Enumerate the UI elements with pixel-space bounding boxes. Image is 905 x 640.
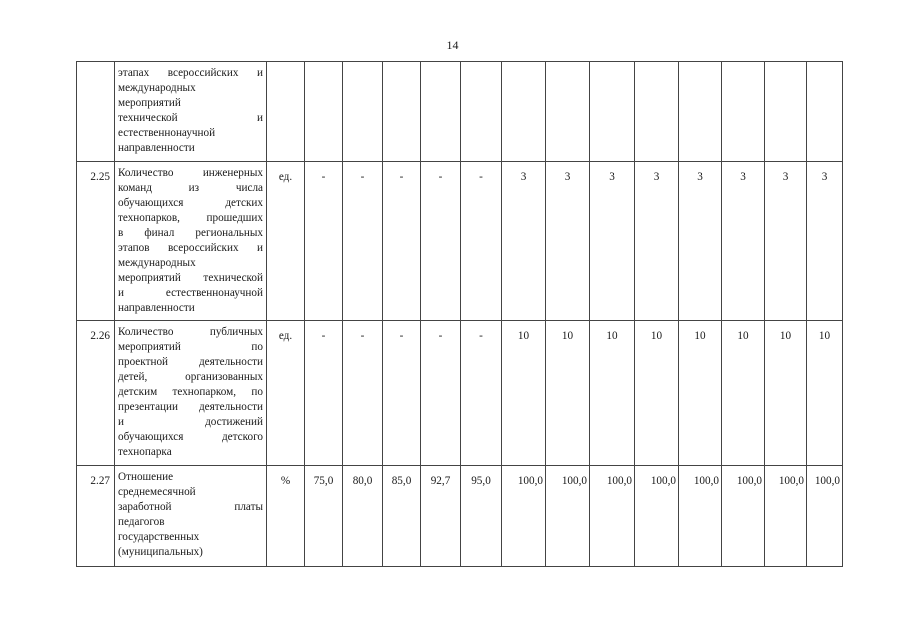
indicator-name	[115, 62, 267, 162]
value-cell: -	[383, 162, 421, 321]
indicator-name-line: и достижений	[118, 416, 263, 428]
indicator-name-line: и естественнонаучной	[118, 287, 263, 299]
row-number	[77, 62, 115, 162]
value-cell: 10	[807, 321, 843, 466]
value-cell: 100,0	[679, 466, 722, 567]
indicator-name	[115, 321, 267, 466]
value-cell: 100,0	[502, 466, 546, 567]
indicator-name-line: команд из числа	[118, 182, 263, 194]
indicator-name-line: международных	[118, 82, 196, 94]
value-cell: 10	[502, 321, 546, 466]
value-cell: -	[383, 321, 421, 466]
indicator-name-line: этапов всероссийских и	[118, 242, 263, 254]
value-cell: -	[421, 162, 461, 321]
value-cell: 3	[807, 162, 843, 321]
value-cell: 3	[502, 162, 546, 321]
unit-cell: ед.	[267, 321, 305, 466]
indicator-name-line: презентации деятельности	[118, 401, 263, 413]
value-cell: 3	[590, 162, 635, 321]
unit-cell	[267, 62, 305, 162]
indicator-name-line: мероприятий технической	[118, 272, 263, 284]
value-cell	[807, 62, 843, 162]
indicator-name-line: заработной платы	[118, 501, 263, 513]
indicator-name-line: направленности	[118, 302, 195, 314]
indicator-name-line: педагогов	[118, 516, 165, 528]
value-cell: 3	[546, 162, 590, 321]
indicator-name-line: этапах всероссийских и	[118, 67, 263, 79]
value-cell: 10	[722, 321, 765, 466]
value-cell	[590, 62, 635, 162]
value-cell: 92,7	[421, 466, 461, 567]
value-cell: 100,0	[807, 466, 843, 567]
row-number: 2.25	[77, 162, 115, 321]
value-cell	[679, 62, 722, 162]
value-cell: 3	[722, 162, 765, 321]
value-cell: 100,0	[765, 466, 807, 567]
indicator-name-line: естественнонаучной	[118, 127, 216, 139]
value-cell: 85,0	[383, 466, 421, 567]
value-cell: 75,0	[305, 466, 343, 567]
value-cell: 3	[765, 162, 807, 321]
indicator-name-line: среднемесячной	[118, 486, 196, 498]
value-cell: -	[461, 162, 502, 321]
unit-cell: %	[267, 466, 305, 567]
value-cell: 100,0	[722, 466, 765, 567]
value-cell: -	[421, 321, 461, 466]
table-row	[77, 321, 843, 466]
value-cell: -	[461, 321, 502, 466]
indicator-name-line: (муниципальных)	[118, 546, 203, 558]
value-cell: 10	[546, 321, 590, 466]
table-row	[77, 62, 843, 162]
value-cell: -	[305, 162, 343, 321]
indicator-name-line: проектной деятельности	[118, 356, 263, 368]
indicator-name-line: Количество публичных	[118, 326, 263, 338]
value-cell	[502, 62, 546, 162]
value-cell	[765, 62, 807, 162]
indicator-name-line: в финал региональных	[118, 227, 263, 239]
indicator-name-line: детским технопарком, по	[118, 386, 263, 398]
value-cell: 100,0	[546, 466, 590, 567]
value-cell	[421, 62, 461, 162]
indicator-name-line: мероприятий	[118, 97, 181, 109]
indicators-table	[76, 61, 843, 567]
value-cell: 100,0	[635, 466, 679, 567]
value-cell: 10	[765, 321, 807, 466]
value-cell: 10	[590, 321, 635, 466]
value-cell	[722, 62, 765, 162]
value-cell	[383, 62, 421, 162]
page-number: 14	[446, 38, 459, 52]
indicator-name	[115, 466, 267, 567]
value-cell	[635, 62, 679, 162]
indicator-name-line: Количество инженерных	[118, 167, 263, 179]
indicator-name-line: государственных	[118, 531, 200, 543]
row-number: 2.27	[77, 466, 115, 567]
value-cell: 10	[679, 321, 722, 466]
indicator-name-line: технопарков, прошедших	[118, 212, 263, 224]
row-number: 2.26	[77, 321, 115, 466]
indicator-name-line: детей, организованных	[118, 371, 263, 383]
value-cell	[461, 62, 502, 162]
indicator-name-line: международных	[118, 257, 196, 269]
indicator-name-line: обучающихся детских	[118, 197, 263, 209]
indicator-name-line: Отношение	[118, 471, 174, 483]
indicator-name-line: направленности	[118, 142, 195, 154]
indicator-name	[115, 162, 267, 321]
indicator-name-line: мероприятий по	[118, 341, 263, 353]
value-cell: 100,0	[590, 466, 635, 567]
value-cell: 80,0	[343, 466, 383, 567]
indicator-name-line: технопарка	[118, 446, 172, 458]
table-row	[77, 162, 843, 321]
value-cell	[343, 62, 383, 162]
indicator-name-line: технической и	[118, 112, 263, 124]
value-cell	[305, 62, 343, 162]
unit-cell: ед.	[267, 162, 305, 321]
value-cell: 3	[679, 162, 722, 321]
value-cell: 3	[635, 162, 679, 321]
value-cell	[546, 62, 590, 162]
value-cell: 10	[635, 321, 679, 466]
value-cell: -	[305, 321, 343, 466]
table-row	[77, 466, 843, 567]
indicator-name-line: обучающихся детского	[118, 431, 263, 443]
value-cell: 95,0	[461, 466, 502, 567]
value-cell: -	[343, 162, 383, 321]
value-cell: -	[343, 321, 383, 466]
